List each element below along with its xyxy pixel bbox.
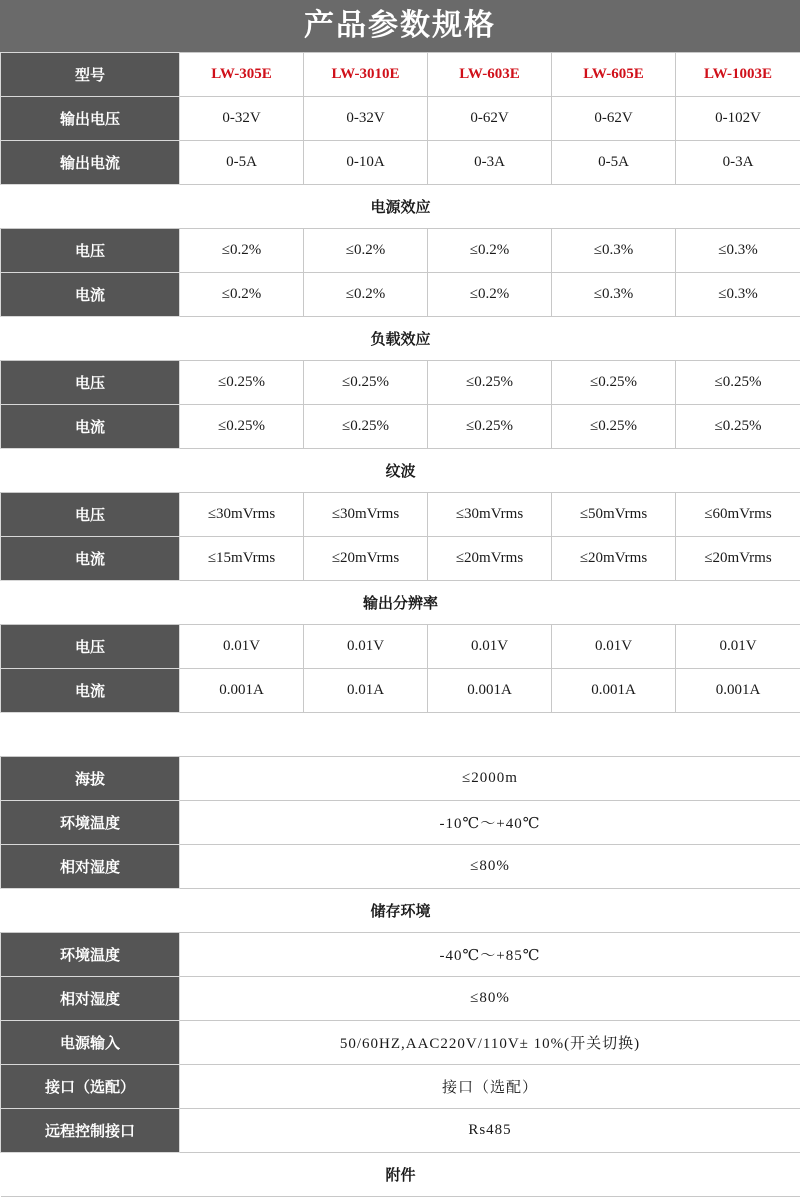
value-cell: 0-5A xyxy=(180,141,304,185)
section-header-row xyxy=(1,317,800,361)
value-cell: ≤20mVrms xyxy=(428,537,552,581)
value-cell: ≤0.25% xyxy=(676,405,800,449)
row-label: 电流 xyxy=(1,273,180,317)
value-cell: -40℃～+85℃ xyxy=(180,933,800,977)
value-cell: ≤0.25% xyxy=(552,405,676,449)
row-label: 海拔 xyxy=(1,757,180,801)
value-cell: ≤30mVrms xyxy=(304,493,428,537)
value-cell: 50/60HZ,AAC220V/110V± 10%(开关切换) xyxy=(180,1021,800,1065)
row-label: 电压 xyxy=(1,493,180,537)
section-title: 纹波 xyxy=(1,449,800,493)
row-label: 远程控制接口 xyxy=(1,1109,180,1153)
section-title: 负载效应 xyxy=(1,317,800,361)
value-cell: ≤0.25% xyxy=(304,361,428,405)
value-cell: ≤0.2% xyxy=(428,273,552,317)
row-label: 电压 xyxy=(1,361,180,405)
value-cell: ≤60mVrms xyxy=(676,493,800,537)
section-title: 附件 xyxy=(1,1153,800,1197)
value-cell: ≤0.25% xyxy=(552,361,676,405)
output-current-row xyxy=(1,141,800,185)
section-title: 电源效应 xyxy=(1,185,800,229)
row-label: 相对湿度 xyxy=(1,977,180,1021)
value-cell: 0.001A xyxy=(676,669,800,713)
value-cell: 0-5A xyxy=(552,141,676,185)
value-cell: 0.01V xyxy=(676,625,800,669)
section-header-row xyxy=(1,185,800,229)
remote-control-row xyxy=(1,1109,800,1153)
output-voltage-row xyxy=(1,97,800,141)
value-cell: 0-32V xyxy=(180,97,304,141)
value-cell: 0-62V xyxy=(552,97,676,141)
value-cell: ≤20mVrms xyxy=(304,537,428,581)
value-cell: ≤0.25% xyxy=(304,405,428,449)
power-input-row xyxy=(1,1021,800,1065)
value-cell: ≤15mVrms xyxy=(180,537,304,581)
value-cell: 0.01V xyxy=(552,625,676,669)
value-cell: ≤0.25% xyxy=(676,361,800,405)
value-cell: ≤80% xyxy=(180,845,800,889)
value-cell: 0.01V xyxy=(304,625,428,669)
row-label: 电流 xyxy=(1,537,180,581)
value-cell: 0-10A xyxy=(304,141,428,185)
value-cell: 接口（选配） xyxy=(180,1065,800,1109)
model-cell: LW-605E xyxy=(552,53,676,97)
value-cell: ≤0.2% xyxy=(304,229,428,273)
value-cell: ≤0.2% xyxy=(428,229,552,273)
value-cell: 0.001A xyxy=(552,669,676,713)
value-cell: ≤0.2% xyxy=(304,273,428,317)
value-cell: 0-3A xyxy=(428,141,552,185)
load-effect-current-row xyxy=(1,405,800,449)
model-cell: LW-603E xyxy=(428,53,552,97)
resolution-current-row xyxy=(1,669,800,713)
value-cell: 0.001A xyxy=(180,669,304,713)
value-cell: 0.001A xyxy=(428,669,552,713)
value-cell: 0.01V xyxy=(428,625,552,669)
storage-temp-row xyxy=(1,933,800,977)
value-cell: ≤30mVrms xyxy=(428,493,552,537)
row-label: 环境温度 xyxy=(1,933,180,977)
row-label: 电流 xyxy=(1,405,180,449)
interface-row xyxy=(1,1065,800,1109)
value-cell: -10℃～+40℃ xyxy=(180,801,800,845)
value-cell: Rs485 xyxy=(180,1109,800,1153)
value-cell: ≤30mVrms xyxy=(180,493,304,537)
value-cell: ≤0.3% xyxy=(552,229,676,273)
humidity-row xyxy=(1,845,800,889)
resolution-voltage-row xyxy=(1,625,800,669)
value-cell: ≤0.25% xyxy=(180,361,304,405)
value-cell: ≤0.25% xyxy=(428,361,552,405)
section-header-row xyxy=(1,1153,800,1197)
row-label: 输出电流 xyxy=(1,141,180,185)
value-cell: ≤0.2% xyxy=(180,273,304,317)
page-title: 产品参数规格 xyxy=(0,0,800,52)
value-cell: 0-32V xyxy=(304,97,428,141)
section-header-row xyxy=(1,581,800,625)
row-label: 电源输入 xyxy=(1,1021,180,1065)
row-label: 电流 xyxy=(1,669,180,713)
model-row xyxy=(1,53,800,97)
value-cell: ≤0.25% xyxy=(428,405,552,449)
value-cell: ≤0.25% xyxy=(180,405,304,449)
ripple-current-row xyxy=(1,537,800,581)
value-cell: ≤2000m xyxy=(180,757,800,801)
value-cell: ≤0.2% xyxy=(180,229,304,273)
value-cell: 0-102V xyxy=(676,97,800,141)
row-label: 型号 xyxy=(1,53,180,97)
spec-table xyxy=(0,52,800,1197)
spacer xyxy=(1,713,800,757)
storage-humidity-row xyxy=(1,977,800,1021)
row-label: 相对湿度 xyxy=(1,845,180,889)
section-title: 储存环境 xyxy=(1,889,800,933)
source-effect-voltage-row xyxy=(1,229,800,273)
value-cell: 0-62V xyxy=(428,97,552,141)
ripple-voltage-row xyxy=(1,493,800,537)
value-cell: 0.01A xyxy=(304,669,428,713)
value-cell: 0.01V xyxy=(180,625,304,669)
row-label: 电压 xyxy=(1,625,180,669)
source-effect-current-row xyxy=(1,273,800,317)
model-cell: LW-3010E xyxy=(304,53,428,97)
value-cell: ≤50mVrms xyxy=(552,493,676,537)
section-title: 输出分辨率 xyxy=(1,581,800,625)
load-effect-voltage-row xyxy=(1,361,800,405)
row-label: 接口（选配） xyxy=(1,1065,180,1109)
value-cell: ≤0.3% xyxy=(552,273,676,317)
value-cell: ≤20mVrms xyxy=(676,537,800,581)
row-label: 电压 xyxy=(1,229,180,273)
section-header-row xyxy=(1,449,800,493)
spacer-row xyxy=(1,713,800,757)
value-cell: ≤0.3% xyxy=(676,229,800,273)
section-header-row xyxy=(1,889,800,933)
altitude-row xyxy=(1,757,800,801)
value-cell: ≤20mVrms xyxy=(552,537,676,581)
row-label: 环境温度 xyxy=(1,801,180,845)
model-cell: LW-305E xyxy=(180,53,304,97)
row-label: 输出电压 xyxy=(1,97,180,141)
ambient-temp-row xyxy=(1,801,800,845)
value-cell: ≤80% xyxy=(180,977,800,1021)
value-cell: 0-3A xyxy=(676,141,800,185)
model-cell: LW-1003E xyxy=(676,53,800,97)
value-cell: ≤0.3% xyxy=(676,273,800,317)
